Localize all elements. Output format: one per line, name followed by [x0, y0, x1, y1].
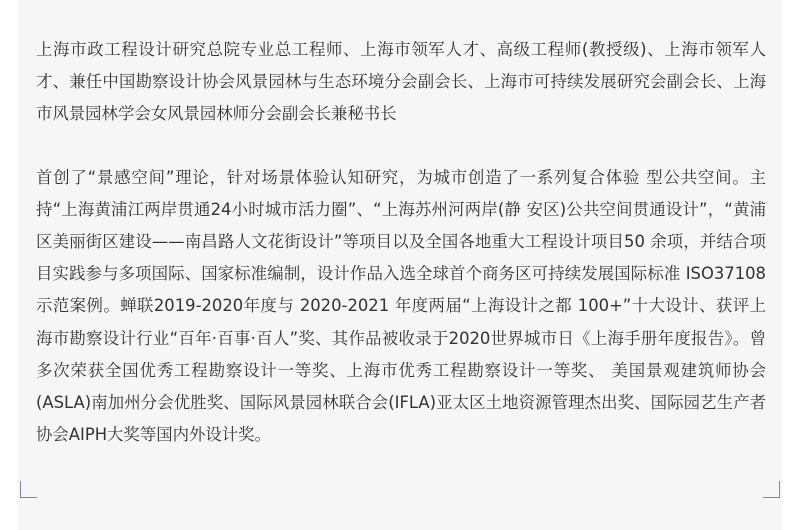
bottom-left-corner-bracket	[20, 481, 37, 498]
bio-achievements-paragraph: 首创了“景感空间”理论，针对场景体验认知研究，为城市创造了一系列复合体验 型公共空间。主持“上海黄浦江两岸贯通24小时城市活力圈”、“上海苏州河两岸(静 安区)公共空间贯通设计”，“黄浦区美丽街区建设——南昌路人文花街设计”等项目以及全国各地重大工程设计项目50 余项，并结合项目实践参与多项国际、国家标准编制，设计作品入选全球首个商务区可持续发展国际标准 ISO37108示范案例。蝉联2019-2020年度与 2020-2021 年度两届“上海设计之都 100+”十大设计、获评上海市勘察设计行业“百年·百事·百人”奖、其作品被收录于2020世界城市日《上海手册年度报告》。曾多次荣获全国优秀工程勘察设计一等奖、上海市优秀工程勘察设计一等奖、 美国景观建筑师协会(ASLA)南加州分会优胜奖、国际风景园林联合会(IFLA)亚太区土地资源管理杰出奖、国际园艺生产者协会AIPH大奖等国内外设计奖。	[36, 167, 766, 445]
bio-titles-paragraph: 上海市政工程设计研究总院专业总工程师、上海市领军人才、高级工程师(教授级)、上海市领军人才、兼任中国勘察设计协会风景园林与生态环境分会副会长、上海市可持续发展研究会副会长、上海市风景园林学会女风景园林师分会副会长兼秘书长	[36, 40, 766, 124]
bio-content	[36, 34, 766, 451]
bottom-right-corner-bracket	[763, 481, 780, 498]
bio-card	[18, 0, 782, 530]
